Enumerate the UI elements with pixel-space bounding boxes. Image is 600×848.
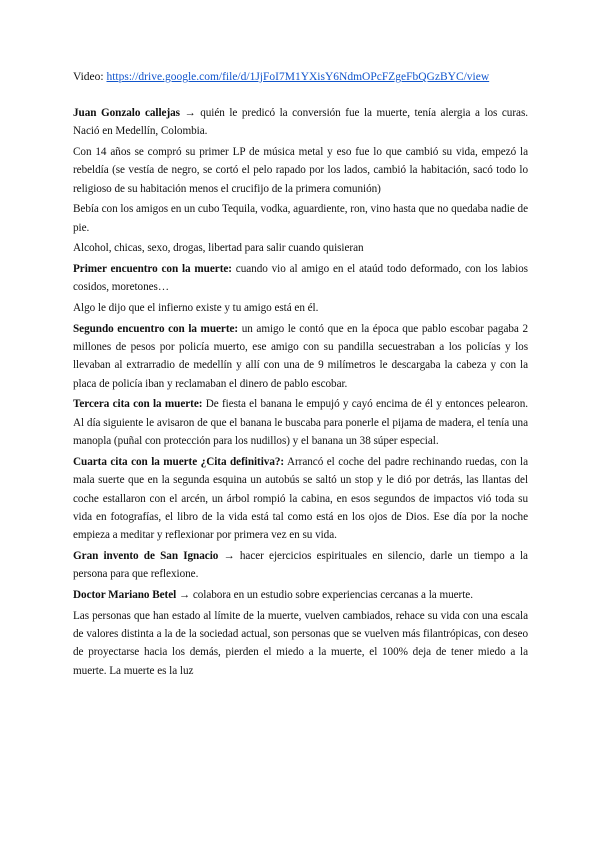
paragraph-text: → quién le predicó la conversión fue la muerte, tenía alergia a los curas. Nació en Medellín, Colombia. <box>73 107 528 138</box>
paragraph-heading: Gran invento de San Ignacio <box>73 550 219 563</box>
paragraph <box>73 239 528 257</box>
paragraph-text: un amigo le contó que en la época que pablo escobar pagaba 2 millones de pesos por policía muerto, ese amigo con su pandilla secuestraban a los policías y los llevaban al extrarradio de medellín y allí con una de 9 milímetros le descargaba la cabeza y con la placa de policía iban y reclamaban el dinero de pablo escobar. <box>73 322 528 390</box>
paragraph-heading: Segundo encuentro con la muerte: <box>73 322 239 335</box>
paragraph-text: De fiesta el banana le empujó y cayó encima de él y entonces pelearon. Al día siguiente le avisaron de que el banana le buscaba para ponerle el pijama de madera, el tenía una manopla (puñal con protección para los nudillos) y el banana un 38 súper especial. <box>73 398 528 448</box>
paragraph <box>73 547 528 584</box>
video-link[interactable]: https://drive.google.com/file/d/1JjFoI7M1YXisY6NdmOPcFZgeFbQGzBYC/view <box>106 71 490 83</box>
video-line <box>73 68 528 86</box>
paragraph-text: → hacer ejercicios espirituales en silencio, darle un tiempo a la persona para que reflexione. <box>73 550 528 581</box>
paragraph <box>73 200 528 237</box>
paragraph-heading: Tercera cita con la muerte: <box>73 398 203 411</box>
paragraph <box>73 320 528 394</box>
paragraph-text: Algo le dijo que el infierno existe y tu amigo está en él. <box>73 302 319 314</box>
video-label: Video: <box>73 71 104 83</box>
paragraph <box>73 143 528 198</box>
paragraph-heading: Primer encuentro con la muerte: <box>73 263 232 275</box>
paragraph <box>73 260 528 297</box>
paragraph <box>73 299 528 317</box>
document-body <box>73 104 528 680</box>
paragraph <box>73 104 528 141</box>
paragraph-text: Las personas que han estado al límite de la muerte, vuelven cambiados, rehace su vida con una escala de valores distinta a la de la sociedad actual, son personas que se vuelven más filantrópicas, con deseo de proyectarse hacia los demás, pierden el miedo a la muerte, el 100% deja de tener miedo a la muerte. La muerte es la luz <box>73 609 528 677</box>
paragraph-heading: Doctor Mariano Betel <box>73 589 177 602</box>
paragraph <box>73 586 528 604</box>
paragraph-text: Arrancó el coche del padre rechinando ruedas, con la mala suerte que en la segunda esquina un autobús se saltó un stop y le dió por detrás, las llantas del coche estallaron con el arcén, un árbol rompió la cabina, en esos segundos de impactos vió toda su vida en fotografías, el libro de la vida está tal como está en los ojos de Dios. Ese día por la noche empieza a meditar y reflexionar por primera vez en su vida. <box>73 455 528 542</box>
paragraph-text: Alcohol, chicas, sexo, drogas, libertad para salir cuando quisieran <box>73 242 364 255</box>
paragraph-text: cuando vio al amigo en el ataúd todo deformado, con los labios cosidos, moretones… <box>73 263 528 294</box>
paragraph-text: Bebía con los amigos en un cubo Tequila, vodka, aguardiente, ron, vino hasta que no quedaba nadie de pie. <box>73 203 528 234</box>
paragraph-text: Con 14 años se compró su primer LP de música metal y eso fue lo que cambió su vida, empezó la rebeldía (se vestía de negro, se cortó el pelo rapado por los lados, cambió la habitación, sacó todo lo religioso de su habitación menos el crucifijo de la primera comunión) <box>73 146 528 195</box>
paragraph <box>73 395 528 450</box>
paragraph-heading: Cuarta cita con la muerte ¿Cita definitiva?: <box>73 455 285 468</box>
paragraph <box>73 607 528 681</box>
paragraph-heading: Juan Gonzalo callejas <box>73 107 180 119</box>
paragraph-text: → colabora en un estudio sobre experiencias cercanas a la muerte. <box>176 589 473 602</box>
paragraph <box>73 453 528 545</box>
